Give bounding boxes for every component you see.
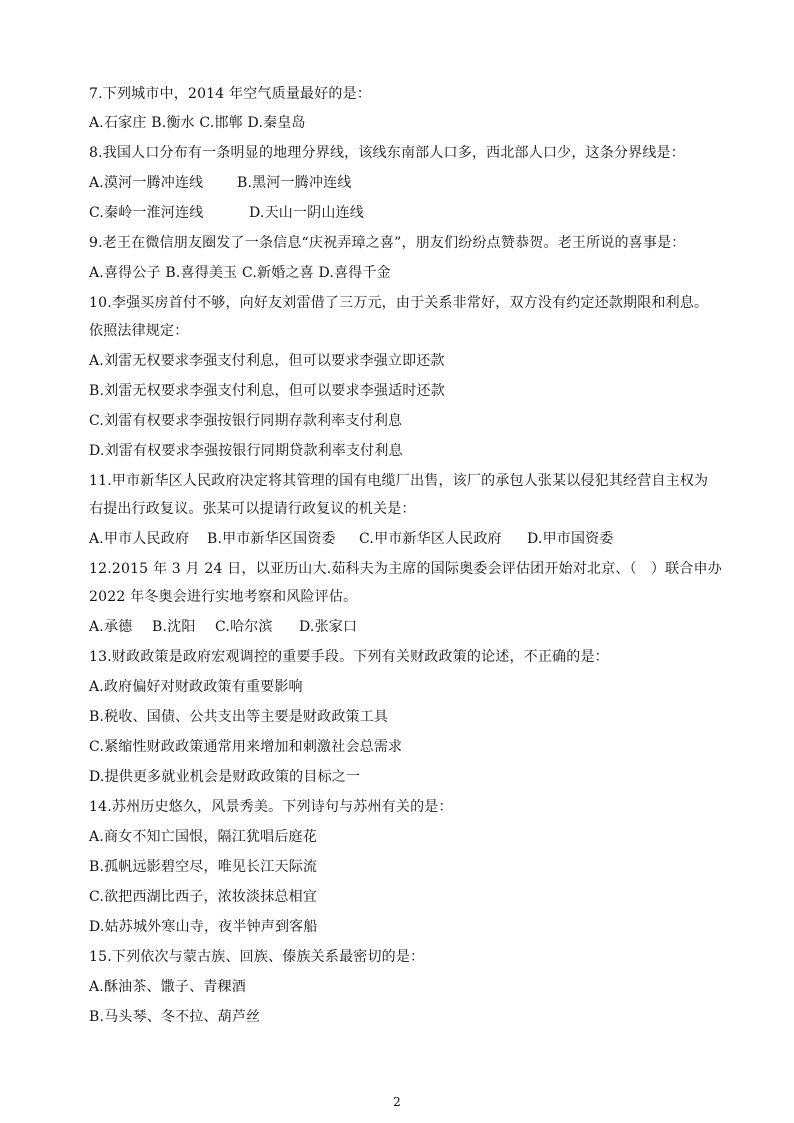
question-8-option-d: D.天山一阴山连线 xyxy=(249,205,364,221)
question-14-option-b: B.孤帆远影碧空尽，唯见长江天际流 xyxy=(89,859,318,875)
question-12-stem-line-2: 2022 年冬奥会进行实地考察和风险评估。 xyxy=(89,589,358,605)
question-12-option-a: A.承德 xyxy=(89,619,133,635)
question-14-option-d: D.姑苏城外寒山寺，夜半钟声到客船 xyxy=(89,919,318,935)
question-13-option-d: D.提供更多就业机会是财政政策的目标之一 xyxy=(89,769,361,785)
question-12-option-b: B.沈阳 xyxy=(152,619,196,635)
question-11-option-b: B.甲市新华区国资委 xyxy=(207,531,336,547)
question-11-option-d: D.甲市国资委 xyxy=(527,531,614,547)
question-12-option-d: D.张家口 xyxy=(299,619,358,635)
question-11-options-row xyxy=(89,529,709,549)
question-11-stem-line-1: 11.甲市新华区人民政府决定将其管理的国有电缆厂出售，该厂的承包人张某以侵犯其经营自主权为 xyxy=(89,473,709,489)
question-9-options: A.喜得公子 B.喜得美玉 C.新婚之喜 D.喜得千金 xyxy=(89,265,391,281)
question-11-stem-line-2: 右提出行政复议。张某可以提请行政复议的机关是： xyxy=(89,501,416,517)
question-15-stem: 15.下列依次与蒙古族、回族、傣族关系最密切的是： xyxy=(89,949,425,965)
question-10-option-a: A.刘雷无权要求李强支付利息，但可以要求李强立即还款 xyxy=(89,353,445,369)
question-11-option-a: A.甲市人民政府 xyxy=(89,531,190,547)
question-13-option-b: B.税收、国债、公共支出等主要是财政政策工具 xyxy=(89,709,389,725)
question-13-option-a: A.政府偏好对财政政策有重要影响 xyxy=(89,679,303,695)
question-7-stem: 7.下列城市中，2014 年空气质量最好的是： xyxy=(89,86,372,102)
question-15-option-a: A.酥油茶、馓子、青稞酒 xyxy=(89,979,246,995)
question-10-option-d: D.刘雷有权要求李强按银行同期贷款利率支付利息 xyxy=(89,443,403,459)
question-14-option-a: A.商女不知亡国恨，隔江犹唱后庭花 xyxy=(89,829,317,845)
question-10-stem-line-2: 依照法律规定： xyxy=(89,323,189,339)
page-number: 2 xyxy=(393,1095,401,1109)
question-14-stem: 14.苏州历史悠久，风景秀美。下列诗句与苏州有关的是： xyxy=(89,799,453,815)
question-8-option-b: B.黑河一腾冲连线 xyxy=(237,175,352,191)
question-7-options: A.石家庄 B.衡水 C.邯郸 D.秦皇岛 xyxy=(89,115,306,131)
question-11-option-c: C.甲市新华区人民政府 xyxy=(359,531,502,547)
question-8-option-c: C.秦岭一淮河连线 xyxy=(89,205,204,221)
question-8-stem: 8.我国人口分布有一条明显的地理分界线，该线东南部人口多，西北部人口少，这条分界线是： xyxy=(89,145,685,161)
question-12-option-c: C.哈尔滨 xyxy=(215,619,273,635)
question-8-options-row-1 xyxy=(89,173,709,193)
question-10-option-c: C.刘雷有权要求李强按银行同期存款利率支付利息 xyxy=(89,413,403,429)
question-10-option-b: B.刘雷无权要求李强支付利息，但可以要求李强适时还款 xyxy=(89,383,445,399)
question-12-stem-line-1: 12.2015 年 3 月 24 日，以亚历山大.茹科夫为主席的国际奥委会评估团开始对北京、（ ）联合申办 xyxy=(89,561,722,577)
question-13-option-c: C.紧缩性财政政策通常用来增加和刺激社会总需求 xyxy=(89,739,403,755)
question-12-options-row xyxy=(89,617,709,637)
question-8-options-row-2 xyxy=(89,203,709,223)
question-10-stem-line-1: 10.李强买房首付不够，向好友刘雷借了三万元，由于关系非常好，双方没有约定还款期限和利息。 xyxy=(89,295,709,311)
question-13-stem: 13.财政政策是政府宏观调控的重要手段。下列有关财政政策的论述，不正确的是： xyxy=(89,649,609,665)
question-8-option-a: A.漠河一腾冲连线 xyxy=(89,175,204,191)
question-15-option-b: B.马头琴、冬不拉、葫芦丝 xyxy=(89,1009,261,1025)
question-9-stem: 9.老王在微信朋友圈发了一条信息“庆祝弄璋之喜”，朋友们纷纷点赞恭贺。老王所说的喜事是： xyxy=(89,235,686,251)
question-14-option-c: C.欲把西湖比西子，浓妆淡抹总相宜 xyxy=(89,889,318,905)
